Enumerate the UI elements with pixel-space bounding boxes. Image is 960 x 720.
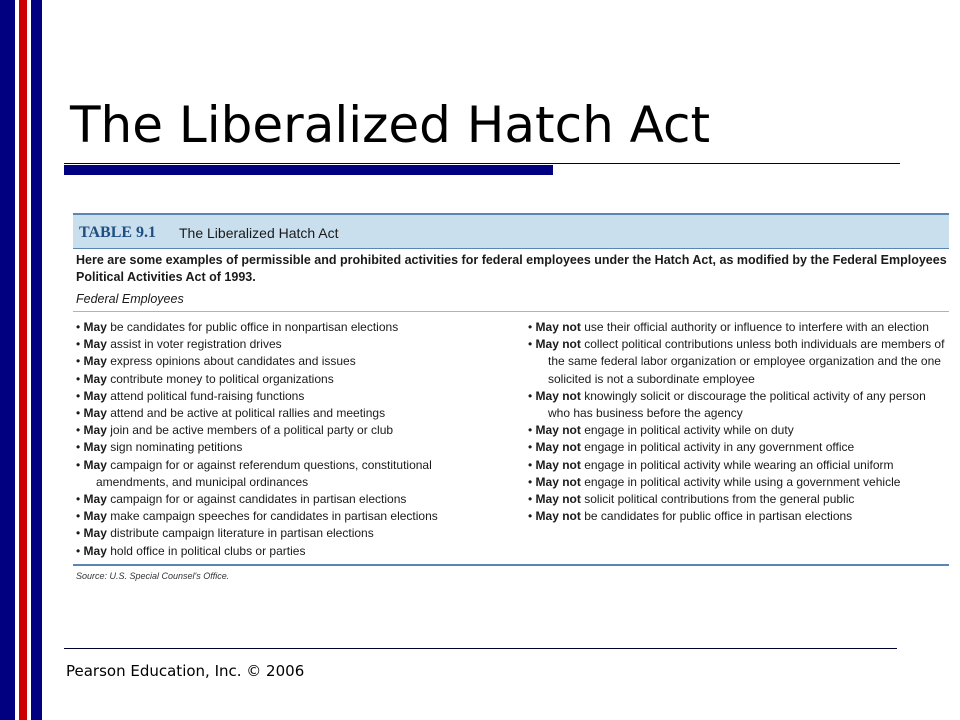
footer-rule (64, 648, 897, 649)
may-column (76, 319, 506, 560)
may-not-column (528, 319, 948, 525)
hatch-act-table-image (73, 213, 949, 585)
may-item: • May join and be active members of a political party or club (76, 423, 394, 438)
footer-copyright: Pearson Education, Inc. © 2006 (66, 662, 305, 680)
may-item: • May make campaign speeches for candidates in partisan elections (76, 509, 438, 524)
title-rule-thin (64, 163, 900, 164)
may-item: • May express opinions about candidates and issues (76, 354, 356, 369)
may-not-item: • May not use their official authority or influence to interfere with an election (528, 320, 929, 334)
may-not-item: • May not be candidates for public office in partisan elections (528, 509, 853, 524)
table-number: TABLE 9.1 (79, 224, 157, 241)
may-not-item: • May not engage in political activity in any government office (528, 440, 855, 455)
table-source-note: Source: U.S. Special Counsel's Office. (76, 571, 230, 581)
may-not-item: • May not collect political contributions unless both individuals are members of the same federal labor organization or employee organization and the one solicited is not a subordinate employee (528, 337, 945, 386)
table-bottom-rule (73, 564, 949, 566)
may-item: • May distribute campaign literature in partisan elections (76, 526, 374, 541)
may-item: • May campaign for or against referendum questions, constitutional amendments, and municipal ordinances (76, 457, 432, 489)
may-item: • May contribute money to political organizations (76, 371, 334, 386)
table-subheading-rule (73, 311, 949, 312)
may-item: • May attend and be active at political rallies and meetings (76, 406, 386, 421)
title-rule-thick (64, 165, 553, 175)
may-not-item: • May not knowingly solicit or discourage the political activity of any person who has business before the agency (528, 388, 926, 421)
decor-stripe-navy-2 (31, 0, 42, 720)
may-item: • May attend political fund-raising functions (76, 388, 305, 403)
table-header-band (73, 215, 949, 248)
may-item: • May sign nominating petitions (76, 440, 243, 455)
table-header-separator (73, 248, 949, 249)
may-not-item: • May not engage in political activity while using a government vehicle (528, 474, 901, 489)
may-not-item: • May not solicit political contributions from the general public (528, 492, 855, 507)
table-subheading: Federal Employees (76, 292, 184, 306)
may-not-item: • May not engage in political activity while on duty (528, 423, 794, 438)
decor-stripe-red (19, 0, 27, 720)
may-item: • May campaign for or against candidates in partisan elections (76, 492, 407, 507)
table-intro: Here are some examples of permissible and prohibited activities for federal employees under the Hatch Act, as modified by the Federal Employees Political Activities Act of 1993. (76, 253, 947, 284)
decor-stripe-navy-1 (0, 0, 15, 720)
table-name: The Liberalized Hatch Act (179, 225, 339, 241)
may-item: • May be candidates for public office in nonpartisan elections (76, 320, 399, 334)
may-item: • May assist in voter registration drives (76, 337, 282, 352)
may-not-item: • May not engage in political activity while wearing an official uniform (528, 457, 894, 472)
slide-title: The Liberalized Hatch Act (70, 96, 711, 154)
may-item: • May hold office in political clubs or parties (76, 543, 306, 558)
